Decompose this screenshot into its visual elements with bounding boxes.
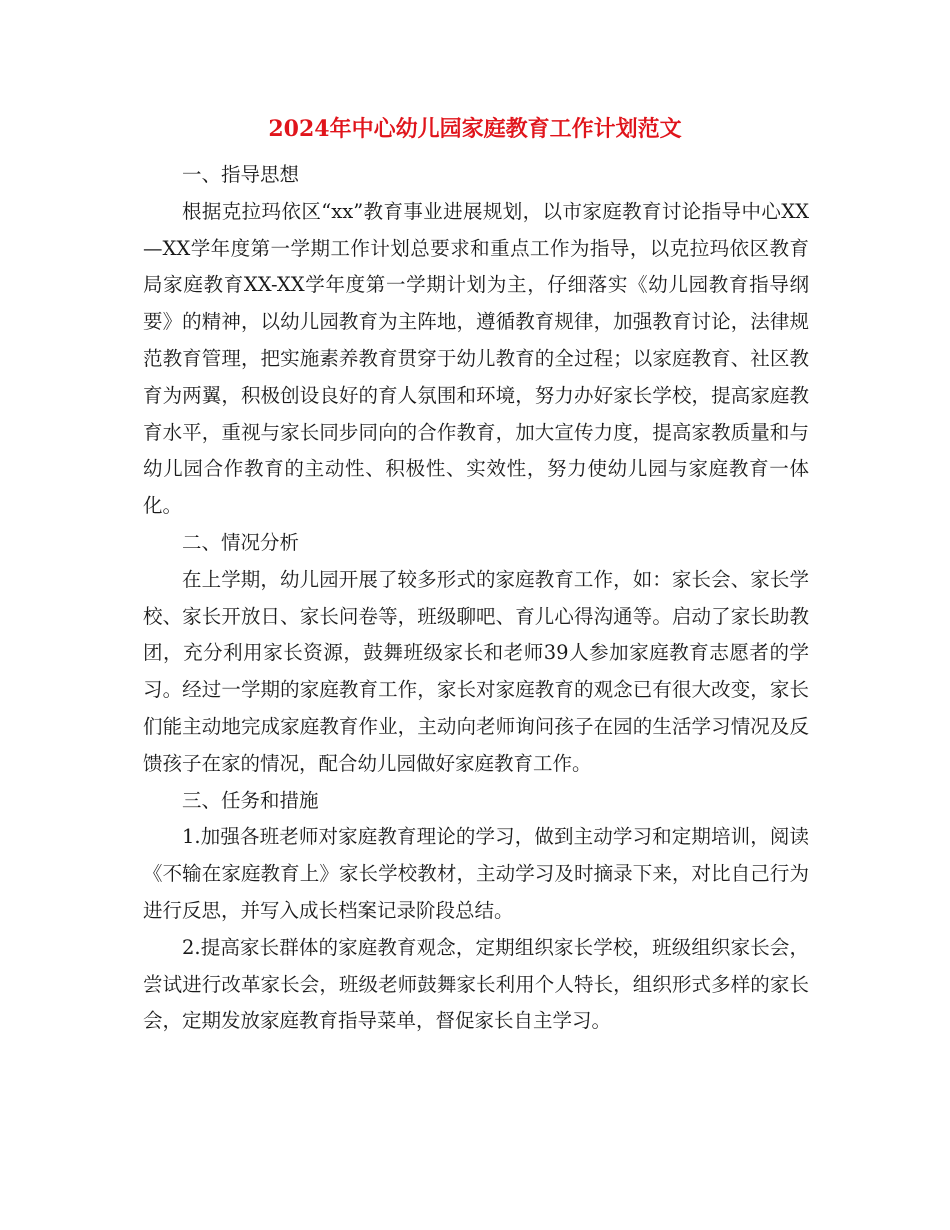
section-heading-guiding-ideology: 一、指导思想 bbox=[182, 163, 300, 186]
section-heading-situation-analysis: 二、情况分析 bbox=[182, 530, 300, 554]
paragraph-situation-analysis: 在上学期，幼儿园开展了较多形式的家庭教育工作，如：家长会、家长学校、家长开放日、家长问卷等，班级聊吧、育儿心得沟通等。启动了家长助教团，充分利用家长资源，鼓舞班级家长和老师39人参加家庭教育志愿者的学习。经过一学期的家庭教育工作，家长对家庭教育的观念已有很大改变，家长们能主动地完成家庭教育作业，主动向老师询问孩子在园的生活学习情况及反馈孩子在家的情况，配合幼儿园做好家庭教育工作。 bbox=[143, 567, 809, 775]
paragraph-guiding-ideology: 根据克拉玛依区“xx”教育事业进展规划，以市家庭教育讨论指导中心XX—XX学年度第一学期工作计划总要求和重点工作为指导，以克拉玛依区教育局家庭教育XX-XX学年度第一学期计划为主，仔细落实《幼儿园教育指导纲要》的精神，以幼儿园教育为主阵地，遵循教育规律，加强教育讨论，法律规范教育管理，把实施素养教育贯穿于幼儿教育的全过程；以家庭教育、社区教育为两翼，积极创设良好的育人氛围和环境，努力办好家长学校，提高家庭教育水平，重视与家长同步同向的合作教育，加大宣传力度，提高家教质量和与幼儿园合作教育的主动性、积极性、实效性，努力使幼儿园与家庭教育一体化。 bbox=[143, 199, 809, 518]
paragraph-task-2: 2.提高家长群体的家庭教育观念，定期组织家长学校，班级组织家长会，尝试进行改革家长会，班级老师鼓舞家长利用个人特长，组织形式多样的家长会，定期发放家庭教育指导菜单，督促家长自主学习。 bbox=[143, 935, 809, 1033]
document-title: 2024年中心幼儿园家庭教育工作计划范文 bbox=[268, 116, 682, 142]
paragraph-task-1: 1.加强各班老师对家庭教育理论的学习，做到主动学习和定期培训，阅读《不输在家庭教育上》家长学校教材，主动学习及时摘录下来，对比自己行为进行反思，并写入成长档案记录阶段总结。 bbox=[143, 825, 809, 922]
section-heading-tasks-measures: 三、任务和措施 bbox=[182, 788, 319, 812]
document-body bbox=[143, 157, 809, 1040]
